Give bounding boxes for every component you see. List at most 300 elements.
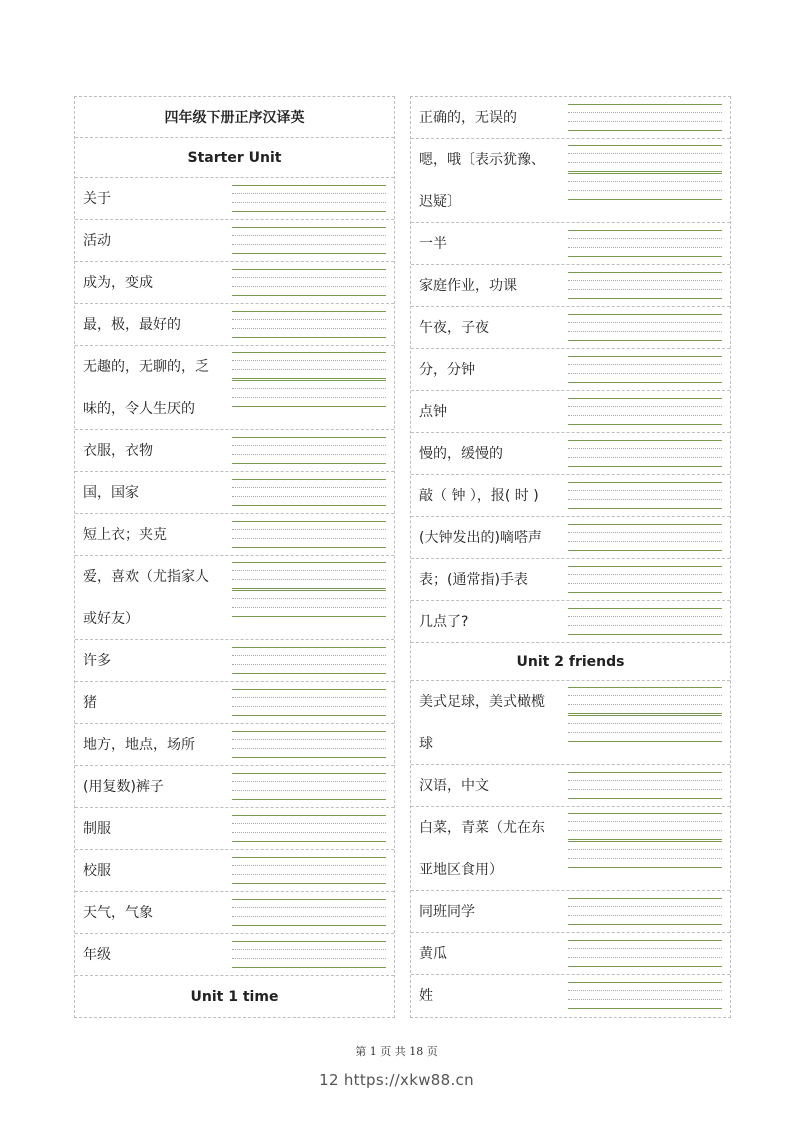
dotted-guide-line: [232, 790, 386, 791]
chinese-word: 敲（ 钟 ），报( 时 ): [419, 488, 539, 504]
writing-line-group[interactable]: [232, 731, 386, 757]
writing-lines[interactable]: [568, 349, 722, 390]
writing-line-group[interactable]: [232, 562, 386, 588]
dotted-guide-line: [232, 739, 386, 740]
vocab-row: [75, 346, 394, 430]
solid-guide-line: [232, 311, 386, 312]
dotted-guide-line: [232, 958, 386, 959]
dotted-guide-line: [232, 235, 386, 236]
solid-guide-line: [568, 687, 722, 688]
solid-guide-line: [232, 185, 386, 186]
solid-guide-line: [568, 440, 722, 441]
chinese-word: 年级: [83, 947, 111, 964]
writing-line-group[interactable]: [568, 982, 722, 1008]
chinese-word: [75, 556, 225, 639]
dotted-guide-line: [232, 949, 386, 950]
solid-guide-line: [568, 713, 722, 714]
vocab-row: [411, 391, 730, 433]
solid-guide-line: [568, 898, 722, 899]
dotted-guide-line: [232, 496, 386, 497]
chinese-word-line: 爱，喜欢（尤指家人: [83, 569, 209, 586]
solid-guide-line: [232, 253, 386, 254]
solid-guide-line: [568, 798, 722, 799]
chinese-word: 关于: [83, 191, 111, 208]
dotted-guide-line: [568, 541, 722, 542]
writing-lines[interactable]: [232, 766, 386, 807]
section-header-row: [75, 138, 394, 179]
writing-lines[interactable]: [568, 223, 722, 264]
solid-guide-line: [568, 940, 722, 941]
solid-guide-line: [568, 398, 722, 399]
chinese-word: 短上衣；夹克: [83, 527, 167, 544]
dotted-guide-line: [568, 704, 722, 705]
solid-guide-line: [568, 592, 722, 593]
solid-guide-line: [232, 479, 386, 480]
dotted-guide-line: [568, 153, 722, 154]
chinese-word-line: 味的，令人生厌的: [83, 401, 195, 418]
solid-guide-line: [568, 566, 722, 567]
vocab-row: [411, 223, 730, 265]
writing-line-group[interactable]: [568, 898, 722, 924]
writing-lines[interactable]: [232, 640, 386, 681]
dotted-guide-line: [568, 695, 722, 696]
chinese-word-line: 无趣的，无聊的，乏: [83, 359, 209, 376]
vocab-row: [75, 808, 394, 850]
solid-guide-line: [232, 463, 386, 464]
solid-guide-line: [232, 899, 386, 900]
dotted-guide-line: [232, 328, 386, 329]
chinese-word-line: 球: [419, 736, 433, 752]
solid-guide-line: [568, 466, 722, 467]
solid-guide-line: [568, 424, 722, 425]
writing-lines[interactable]: [568, 139, 722, 222]
writing-lines[interactable]: [568, 933, 722, 974]
solid-guide-line: [568, 104, 722, 105]
dotted-guide-line: [232, 916, 386, 917]
dotted-guide-line: [568, 625, 722, 626]
section-header: Starter Unit: [187, 149, 282, 166]
writing-line-group[interactable]: [568, 940, 722, 966]
writing-line-group[interactable]: [232, 590, 386, 616]
writing-line-group[interactable]: [568, 772, 722, 798]
chinese-word: 活动: [83, 233, 111, 250]
section-header: Unit 2 friends: [516, 653, 625, 670]
chinese-word-line: 或好友）: [83, 611, 139, 628]
writing-lines[interactable]: [568, 559, 722, 600]
dotted-guide-line: [232, 369, 386, 370]
dotted-guide-line: [232, 529, 386, 530]
writing-line-group[interactable]: [568, 608, 722, 634]
dotted-guide-line: [232, 874, 386, 875]
site-url: 12 https://xkw88.cn: [319, 1071, 474, 1089]
writing-line-group[interactable]: [232, 380, 386, 406]
chinese-word: 一半: [419, 236, 447, 252]
vocab-row: [411, 265, 730, 307]
dotted-guide-line: [232, 397, 386, 398]
solid-guide-line: [232, 731, 386, 732]
page-indicator: 第 1 页 共 18 页: [355, 1045, 438, 1058]
vocab-row: [75, 682, 394, 724]
writing-line-group[interactable]: [232, 521, 386, 547]
chinese-word: [411, 139, 561, 222]
right-column: [410, 96, 731, 1018]
writing-line-group[interactable]: [232, 815, 386, 841]
solid-guide-line: [568, 508, 722, 509]
writing-lines[interactable]: [568, 975, 722, 1017]
dotted-guide-line: [232, 907, 386, 908]
chinese-word: 慢的，缓慢的: [419, 446, 503, 462]
dotted-guide-line: [232, 570, 386, 571]
solid-guide-line: [232, 967, 386, 968]
chinese-word: 家庭作业，功课: [419, 278, 517, 294]
writing-line-group[interactable]: [568, 314, 722, 340]
chinese-word-line: 嗯，哦〔表示犹豫、: [419, 152, 545, 168]
solid-guide-line: [568, 839, 722, 840]
writing-line-group[interactable]: [232, 647, 386, 673]
writing-line-group[interactable]: [568, 440, 722, 466]
vocab-row: [75, 472, 394, 514]
dotted-guide-line: [232, 277, 386, 278]
vocab-row: [75, 724, 394, 766]
writing-lines[interactable]: [232, 262, 386, 303]
writing-lines[interactable]: [232, 472, 386, 513]
writing-lines[interactable]: [568, 601, 722, 642]
chinese-word: 午夜，子夜: [419, 320, 489, 336]
vocab-row: [75, 556, 394, 640]
dotted-guide-line: [568, 448, 722, 449]
vocab-row: [411, 975, 730, 1017]
solid-guide-line: [568, 173, 722, 174]
solid-guide-line: [568, 314, 722, 315]
solid-guide-line: [568, 298, 722, 299]
chinese-word: 黄瓜: [419, 946, 447, 962]
vocab-row: [75, 304, 394, 346]
chinese-word: 衣服，衣物: [83, 443, 153, 460]
solid-guide-line: [232, 337, 386, 338]
vocab-row: [75, 850, 394, 892]
dotted-guide-line: [568, 830, 722, 831]
chinese-word: 天气，气象: [83, 905, 153, 922]
writing-lines[interactable]: [232, 304, 386, 345]
writing-line-group[interactable]: [568, 272, 722, 298]
dotted-guide-line: [568, 780, 722, 781]
writing-line-group[interactable]: [568, 173, 722, 199]
chinese-word: 分，分钟: [419, 362, 475, 378]
solid-guide-line: [568, 272, 722, 273]
dotted-guide-line: [232, 454, 386, 455]
solid-guide-line: [232, 841, 386, 842]
solid-guide-line: [232, 547, 386, 548]
writing-line-group[interactable]: [232, 857, 386, 883]
writing-line-group[interactable]: [232, 689, 386, 715]
dotted-guide-line: [568, 121, 722, 122]
dotted-guide-line: [232, 706, 386, 707]
chinese-word: 最，极，最好的: [83, 317, 181, 334]
solid-guide-line: [232, 590, 386, 591]
solid-guide-line: [568, 356, 722, 357]
vocab-row: [411, 139, 730, 223]
solid-guide-line: [568, 715, 722, 716]
vocab-row: [75, 430, 394, 472]
solid-guide-line: [232, 647, 386, 648]
writing-lines[interactable]: [232, 682, 386, 723]
solid-guide-line: [568, 524, 722, 525]
chinese-word: 正确的，无误的: [419, 110, 517, 126]
dotted-guide-line: [232, 193, 386, 194]
writing-lines[interactable]: [232, 220, 386, 261]
section-header-row: [75, 976, 394, 1017]
dotted-guide-line: [568, 858, 722, 859]
writing-lines[interactable]: [568, 265, 722, 306]
solid-guide-line: [232, 437, 386, 438]
vocab-row: [411, 601, 730, 643]
writing-line-group[interactable]: [232, 227, 386, 253]
dotted-guide-line: [232, 748, 386, 749]
solid-guide-line: [232, 562, 386, 563]
chinese-word: [75, 346, 225, 429]
vocab-row: [411, 681, 730, 765]
vocab-row: [411, 807, 730, 891]
writing-lines[interactable]: [232, 934, 386, 975]
vocab-row: [411, 433, 730, 475]
solid-guide-line: [568, 741, 722, 742]
dotted-guide-line: [568, 190, 722, 191]
dotted-guide-line: [232, 538, 386, 539]
writing-lines[interactable]: [232, 850, 386, 891]
solid-guide-line: [232, 378, 386, 379]
dotted-guide-line: [568, 490, 722, 491]
chinese-word: 成为，变成: [83, 275, 153, 292]
dotted-guide-line: [568, 990, 722, 991]
chinese-word: [411, 807, 561, 890]
dotted-guide-line: [232, 598, 386, 599]
writing-lines[interactable]: [232, 724, 386, 765]
writing-line-group[interactable]: [568, 715, 722, 741]
writing-line-group[interactable]: [568, 813, 722, 839]
solid-guide-line: [568, 924, 722, 925]
dotted-guide-line: [568, 723, 722, 724]
dotted-guide-line: [232, 832, 386, 833]
solid-guide-line: [568, 982, 722, 983]
dotted-guide-line: [568, 957, 722, 958]
writing-line-group[interactable]: [568, 566, 722, 592]
dotted-guide-line: [232, 202, 386, 203]
writing-line-group[interactable]: [232, 269, 386, 295]
dotted-guide-line: [232, 579, 386, 580]
solid-guide-line: [568, 1008, 722, 1009]
writing-line-group[interactable]: [568, 145, 722, 171]
writing-lines[interactable]: [568, 307, 722, 348]
writing-line-group[interactable]: [568, 841, 722, 867]
chinese-word: 许多: [83, 653, 111, 670]
solid-guide-line: [232, 295, 386, 296]
writing-line-group[interactable]: [232, 479, 386, 505]
writing-lines[interactable]: [232, 178, 386, 219]
chinese-word-line: 美式足球，美式橄榄: [419, 694, 545, 710]
solid-guide-line: [232, 815, 386, 816]
writing-line-group[interactable]: [568, 104, 722, 130]
vocab-row: [75, 220, 394, 262]
dotted-guide-line: [568, 280, 722, 281]
dotted-guide-line: [232, 388, 386, 389]
dotted-guide-line: [568, 331, 722, 332]
dotted-guide-line: [568, 574, 722, 575]
section-header-row: [75, 97, 394, 138]
writing-line-group[interactable]: [568, 356, 722, 382]
writing-line-group[interactable]: [232, 311, 386, 337]
dotted-guide-line: [232, 487, 386, 488]
solid-guide-line: [568, 966, 722, 967]
dotted-guide-line: [568, 415, 722, 416]
section-header: Unit 1 time: [190, 988, 279, 1005]
dotted-guide-line: [568, 906, 722, 907]
dotted-guide-line: [232, 286, 386, 287]
writing-lines[interactable]: [568, 517, 722, 558]
chinese-word: 国，国家: [83, 485, 139, 502]
writing-line-group[interactable]: [232, 185, 386, 211]
dotted-guide-line: [568, 583, 722, 584]
solid-guide-line: [568, 171, 722, 172]
solid-guide-line: [232, 689, 386, 690]
dotted-guide-line: [232, 607, 386, 608]
solid-guide-line: [232, 505, 386, 506]
chinese-word-line: 白菜，青菜（尤在东: [419, 820, 545, 836]
writing-line-group[interactable]: [568, 482, 722, 508]
dotted-guide-line: [568, 532, 722, 533]
writing-lines[interactable]: [568, 891, 722, 932]
dotted-guide-line: [232, 697, 386, 698]
dotted-guide-line: [232, 319, 386, 320]
writing-lines[interactable]: [568, 433, 722, 474]
writing-line-group[interactable]: [232, 437, 386, 463]
dotted-guide-line: [568, 238, 722, 239]
writing-lines[interactable]: [232, 892, 386, 933]
writing-lines[interactable]: [232, 556, 386, 639]
chinese-word: (用复数)裤子: [83, 779, 164, 796]
writing-line-group[interactable]: [232, 773, 386, 799]
writing-lines[interactable]: [232, 514, 386, 555]
vocab-row: [75, 178, 394, 220]
writing-line-group[interactable]: [232, 941, 386, 967]
chinese-word: 同班同学: [419, 904, 475, 920]
writing-lines[interactable]: [568, 681, 722, 764]
vocab-row: [411, 307, 730, 349]
dotted-guide-line: [568, 732, 722, 733]
solid-guide-line: [568, 772, 722, 773]
left-column: [74, 96, 395, 1018]
solid-guide-line: [568, 199, 722, 200]
dotted-guide-line: [568, 373, 722, 374]
dotted-guide-line: [568, 948, 722, 949]
solid-guide-line: [232, 799, 386, 800]
writing-line-group[interactable]: [568, 398, 722, 424]
writing-lines[interactable]: [232, 346, 386, 429]
dotted-guide-line: [568, 181, 722, 182]
chinese-word: 地方，地点，场所: [83, 737, 195, 754]
dotted-guide-line: [232, 865, 386, 866]
solid-guide-line: [232, 380, 386, 381]
dotted-guide-line: [568, 999, 722, 1000]
vocab-row: [411, 933, 730, 975]
chinese-word: 汉语，中文: [419, 778, 489, 794]
writing-lines[interactable]: [568, 807, 722, 890]
solid-guide-line: [568, 130, 722, 131]
solid-guide-line: [568, 482, 722, 483]
solid-guide-line: [568, 634, 722, 635]
dotted-guide-line: [232, 823, 386, 824]
vocab-row: [75, 934, 394, 976]
solid-guide-line: [568, 608, 722, 609]
dotted-guide-line: [232, 360, 386, 361]
dotted-guide-line: [568, 789, 722, 790]
vocab-row: [75, 262, 394, 304]
solid-guide-line: [232, 588, 386, 589]
writing-lines[interactable]: [568, 475, 722, 516]
writing-line-group[interactable]: [568, 524, 722, 550]
vocab-row: [411, 559, 730, 601]
chinese-word: 点钟: [419, 404, 447, 420]
solid-guide-line: [232, 925, 386, 926]
chinese-word-line: 亚地区食用）: [419, 862, 503, 878]
chinese-word: [411, 681, 561, 764]
writing-line-group[interactable]: [568, 687, 722, 713]
chinese-word: 校服: [83, 863, 111, 880]
dotted-guide-line: [568, 457, 722, 458]
vocab-row: [411, 475, 730, 517]
solid-guide-line: [232, 406, 386, 407]
dotted-guide-line: [568, 162, 722, 163]
solid-guide-line: [568, 230, 722, 231]
vocab-row: [411, 97, 730, 139]
vocab-row: [75, 892, 394, 934]
chinese-word-line: 迟疑〕: [419, 194, 461, 210]
dotted-guide-line: [568, 849, 722, 850]
vocab-row: [75, 514, 394, 556]
solid-guide-line: [232, 757, 386, 758]
solid-guide-line: [232, 227, 386, 228]
writing-lines[interactable]: [232, 430, 386, 471]
writing-lines[interactable]: [232, 808, 386, 849]
dotted-guide-line: [568, 364, 722, 365]
dotted-guide-line: [232, 781, 386, 782]
solid-guide-line: [232, 521, 386, 522]
solid-guide-line: [568, 382, 722, 383]
solid-guide-line: [568, 256, 722, 257]
writing-lines[interactable]: [568, 765, 722, 806]
dotted-guide-line: [568, 289, 722, 290]
vocab-row: [75, 640, 394, 682]
writing-lines[interactable]: [568, 97, 722, 138]
dotted-guide-line: [568, 499, 722, 500]
dotted-guide-line: [232, 445, 386, 446]
vocab-row: [411, 349, 730, 391]
dotted-guide-line: [568, 112, 722, 113]
vocab-row: [411, 765, 730, 807]
writing-line-group[interactable]: [232, 352, 386, 378]
writing-lines[interactable]: [568, 391, 722, 432]
solid-guide-line: [232, 773, 386, 774]
writing-line-group[interactable]: [232, 899, 386, 925]
writing-line-group[interactable]: [568, 230, 722, 256]
dotted-guide-line: [568, 616, 722, 617]
section-header-row: [411, 643, 730, 681]
chinese-word: (大钟发出的)嘀嗒声: [419, 530, 542, 546]
dotted-guide-line: [232, 655, 386, 656]
solid-guide-line: [568, 867, 722, 868]
solid-guide-line: [568, 813, 722, 814]
chinese-word: 几点了?: [419, 614, 469, 630]
solid-guide-line: [232, 673, 386, 674]
